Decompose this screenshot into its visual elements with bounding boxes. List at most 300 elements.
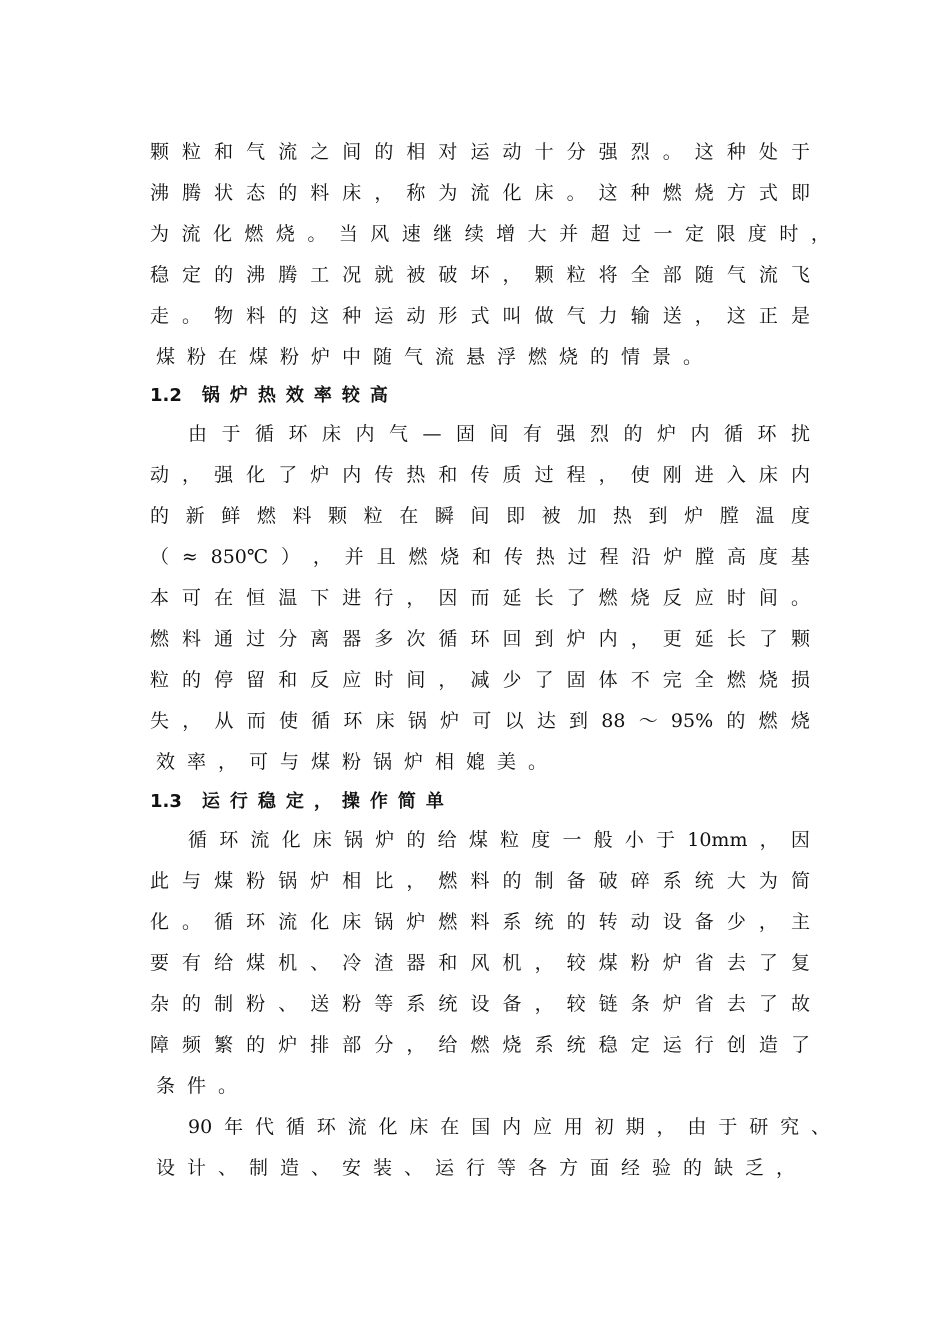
text-glyph: 质 (502, 464, 522, 486)
text-glyph: 称 (406, 182, 426, 204)
text-glyph: 用 (563, 1116, 583, 1138)
text-glyph: 较 (566, 952, 586, 974)
text-glyph: 复 (790, 952, 810, 974)
text-glyph: 化 (212, 223, 232, 245)
text-glyph: 度 (758, 546, 778, 568)
text-glyph: 程 (566, 464, 586, 486)
section-heading (150, 381, 810, 411)
text-glyph: 完 (662, 669, 682, 691)
text-glyph: 、 (278, 993, 298, 1015)
text-glyph: 不 (630, 669, 650, 691)
text-glyph: 比 (374, 870, 394, 892)
text-glyph: 面 (589, 1157, 609, 1179)
text-glyph: 究 (780, 1116, 800, 1138)
text-glyph: 系 (534, 1034, 554, 1056)
text-glyph: 体 (598, 669, 618, 691)
text-glyph: ， (374, 182, 394, 204)
text-glyph: 煤 (214, 870, 234, 892)
text-glyph: 到 (648, 505, 668, 527)
text-glyph: 等 (374, 993, 394, 1015)
text-glyph: 障 (150, 1034, 170, 1056)
text-glyph: 新 (185, 505, 205, 527)
text-glyph: 的 (406, 829, 426, 851)
text-glyph: 内 (790, 464, 810, 486)
text-glyph: 种 (726, 141, 746, 163)
text-glyph: 于 (790, 141, 810, 163)
text-glyph: 通 (214, 628, 234, 650)
text-glyph: ， (406, 870, 426, 892)
text-line (150, 301, 810, 331)
text-glyph: 行 (694, 1034, 714, 1056)
text-glyph: 间 (758, 587, 778, 609)
text-glyph: 此 (150, 870, 170, 892)
text-glyph: 少 (502, 669, 522, 691)
text-glyph: 延 (502, 587, 522, 609)
text-glyph: 相 (434, 751, 454, 773)
text-glyph: 少 (726, 911, 746, 933)
text-glyph: 有 (522, 423, 542, 445)
text-glyph: — (422, 423, 442, 445)
text-glyph: 高 (727, 546, 747, 568)
text-glyph: 炉 (440, 710, 460, 732)
text-glyph: 于 (718, 1116, 738, 1138)
text-glyph: 乏 (744, 1157, 764, 1179)
text-glyph: 回 (502, 628, 522, 650)
text-glyph: 缺 (713, 1157, 733, 1179)
text-glyph: 备 (694, 911, 714, 933)
text-glyph: 碎 (630, 870, 650, 892)
text-glyph: 况 (342, 264, 362, 286)
text-glyph: 炉 (662, 993, 682, 1015)
text-glyph: 创 (726, 1034, 746, 1056)
text-glyph: 过 (622, 223, 642, 245)
text-glyph: 过 (567, 546, 587, 568)
text-glyph: 转 (598, 911, 618, 933)
text-glyph: 加 (577, 505, 597, 527)
text-glyph: 可 (472, 710, 492, 732)
text-glyph: 过 (246, 628, 266, 650)
text-glyph: 炉 (656, 423, 676, 445)
text-glyph: 随 (694, 264, 714, 286)
text-glyph: 间 (489, 423, 509, 445)
text-glyph: 设 (662, 911, 682, 933)
text-glyph: 简 (790, 870, 810, 892)
text-line (188, 419, 810, 449)
text-glyph: 化 (281, 829, 301, 851)
text-glyph: 锅 (278, 870, 298, 892)
text-glyph: 并 (344, 546, 364, 568)
text-glyph: 形 (438, 305, 458, 327)
text-glyph: 十 (534, 141, 554, 163)
text-glyph: 初 (594, 1116, 614, 1138)
text-glyph: 环 (288, 423, 308, 445)
text-glyph: ， (630, 628, 650, 650)
text-glyph: 即 (790, 182, 810, 204)
text-glyph: 运 (434, 1157, 454, 1179)
text-glyph: 为 (758, 870, 778, 892)
text-glyph: 炉 (310, 870, 330, 892)
text-glyph: 了 (758, 628, 778, 650)
text-glyph: 内 (355, 423, 375, 445)
text-glyph: 和 (472, 546, 492, 568)
text-glyph: 达 (536, 710, 556, 732)
text-glyph: 被 (406, 264, 426, 286)
text-glyph: 与 (182, 870, 202, 892)
text-glyph: 部 (342, 1034, 362, 1056)
text-glyph: 传 (470, 464, 490, 486)
text-glyph: 排 (310, 1034, 330, 1056)
text-glyph: 。 (182, 305, 202, 327)
text-glyph: 炉 (662, 952, 682, 974)
text-glyph: 化 (310, 911, 330, 933)
text-glyph: 床 (409, 1116, 429, 1138)
text-glyph: 粒 (566, 264, 586, 286)
text-line (150, 178, 810, 208)
text-glyph: 锅 (407, 710, 427, 732)
text-glyph: 。 (566, 182, 586, 204)
text-glyph: 瞬 (434, 505, 454, 527)
text-glyph: 、 (217, 1157, 237, 1179)
text-glyph: ， (182, 710, 202, 732)
text-glyph: 时 (779, 223, 799, 245)
text-glyph: 气 (389, 423, 409, 445)
text-line (150, 1153, 801, 1183)
text-glyph: 而 (470, 587, 490, 609)
text-glyph: 膛 (695, 546, 715, 568)
text-glyph: 颗 (328, 505, 348, 527)
text-glyph: 90 (188, 1116, 213, 1138)
text-glyph: 送 (662, 305, 682, 327)
text-glyph: 炉 (406, 911, 426, 933)
text-glyph: 制 (248, 1157, 268, 1179)
text-glyph: 炉 (375, 829, 395, 851)
text-glyph: 风 (370, 223, 390, 245)
text-glyph: 可 (182, 587, 202, 609)
text-glyph: 这 (310, 305, 330, 327)
text-glyph: 反 (662, 587, 682, 609)
text-glyph: 料 (470, 870, 490, 892)
text-line (150, 260, 810, 290)
text-glyph: 流 (181, 223, 201, 245)
text-glyph: 粒 (500, 829, 520, 851)
text-glyph: 粉 (630, 952, 650, 974)
text-glyph: 料 (470, 911, 490, 933)
text-glyph: 和 (214, 141, 234, 163)
text-glyph: 的 (374, 141, 394, 163)
text-glyph: 传 (504, 546, 524, 568)
text-glyph: 种 (342, 305, 362, 327)
text-glyph: 的 (182, 993, 202, 1015)
text-glyph: 。 (307, 223, 327, 245)
text-glyph: 小 (624, 829, 644, 851)
text-glyph: 备 (566, 870, 586, 892)
text-glyph: 间 (470, 505, 490, 527)
text-glyph: 烧 (275, 223, 295, 245)
text-glyph: 多 (374, 628, 394, 650)
text-glyph: 烧 (630, 587, 650, 609)
text-glyph: ， (438, 669, 458, 691)
text-glyph: 燃 (470, 1034, 490, 1056)
text-glyph: 状 (214, 182, 234, 204)
text-glyph: 环 (316, 1116, 336, 1138)
text-glyph: 长 (534, 587, 554, 609)
text-glyph: 环 (757, 423, 777, 445)
text-glyph: 大 (527, 223, 547, 245)
text-glyph: 强 (556, 423, 576, 445)
text-glyph: 流 (278, 911, 298, 933)
text-glyph: 就 (374, 264, 394, 286)
text-glyph: 度 (531, 829, 551, 851)
text-glyph: 和 (438, 464, 458, 486)
text-glyph: 即 (506, 505, 526, 527)
text-glyph: 过 (534, 464, 554, 486)
text-glyph: 且 (376, 546, 396, 568)
text-glyph: 循 (255, 423, 275, 445)
text-glyph: 式 (470, 305, 490, 327)
text-glyph: 应 (532, 1116, 552, 1138)
text-glyph: 了 (790, 1034, 810, 1056)
text-glyph: 炉 (278, 1034, 298, 1056)
text-glyph: 气 (566, 305, 586, 327)
text-glyph: 燃 (244, 223, 264, 245)
text-glyph: 随 (372, 346, 392, 368)
text-glyph: 化 (246, 464, 266, 486)
text-line (150, 665, 810, 695)
text-glyph: ， (406, 587, 426, 609)
text-line (150, 219, 830, 249)
text-glyph: 热 (612, 505, 632, 527)
text-glyph: ～ (638, 710, 658, 732)
text-glyph: ， (406, 1034, 426, 1056)
text-glyph: 燃 (662, 182, 682, 204)
text-glyph: 繁 (214, 1034, 234, 1056)
text-glyph: 将 (598, 264, 618, 286)
text-glyph: 从 (214, 710, 234, 732)
text-glyph: 了 (758, 952, 778, 974)
text-glyph: 沸 (150, 182, 170, 204)
text-glyph: 传 (374, 464, 394, 486)
text-glyph: 与 (279, 751, 299, 773)
text-glyph: 分 (278, 628, 298, 650)
text-glyph: 烧 (790, 710, 810, 732)
text-glyph: 系 (406, 993, 426, 1015)
text-glyph: 烧 (558, 346, 578, 368)
text-glyph: 内 (598, 628, 618, 650)
text-glyph: 式 (758, 182, 778, 204)
text-glyph: 燃 (527, 346, 547, 368)
text-glyph: 粉 (246, 870, 266, 892)
text-glyph: 坏 (470, 264, 490, 286)
text-glyph: 、 (810, 1116, 830, 1138)
text-glyph: 的 (246, 1034, 266, 1056)
text-glyph: 故 (790, 993, 810, 1015)
text-glyph: 被 (541, 505, 561, 527)
text-line (150, 989, 810, 1019)
text-glyph: 的 (278, 182, 298, 204)
text-glyph: 定 (182, 264, 202, 286)
text-glyph: 炉 (310, 464, 330, 486)
text-glyph: 制 (534, 870, 554, 892)
text-glyph: 造 (279, 1157, 299, 1179)
text-glyph: 物 (214, 305, 234, 327)
text-glyph: 10mm (687, 829, 748, 851)
text-glyph: 850℃ (210, 546, 269, 568)
text-glyph: ， (810, 223, 830, 245)
text-glyph: 燃 (726, 669, 746, 691)
text-glyph: 燃 (408, 546, 428, 568)
text-glyph: 分 (566, 141, 586, 163)
text-glyph: 种 (630, 182, 650, 204)
text-glyph: 间 (342, 141, 362, 163)
text-glyph: 年 (224, 1116, 244, 1138)
text-glyph: 在 (217, 346, 237, 368)
text-glyph: 煤 (248, 346, 268, 368)
heading-number: 1.3 (150, 791, 182, 812)
text-glyph: 扰 (790, 423, 810, 445)
text-glyph: 粒 (182, 141, 202, 163)
text-glyph: 有 (182, 952, 202, 974)
text-glyph: 膛 (719, 505, 739, 527)
text-glyph: 炉 (684, 505, 704, 527)
text-glyph: 料 (182, 628, 202, 650)
text-glyph: 床 (342, 182, 362, 204)
text-glyph: 时 (726, 587, 746, 609)
text-glyph: 设 (470, 993, 490, 1015)
text-glyph: ， (758, 911, 778, 933)
text-glyph: 景 (651, 346, 671, 368)
text-glyph: 进 (342, 587, 362, 609)
text-glyph: 在 (399, 505, 419, 527)
text-glyph: 燃 (758, 710, 778, 732)
text-glyph: 使 (278, 710, 298, 732)
text-glyph: 走 (150, 305, 170, 327)
text-glyph: 输 (630, 305, 650, 327)
text-glyph: （ (150, 546, 170, 568)
text-glyph: 超 (590, 223, 610, 245)
text-glyph: 定 (684, 223, 704, 245)
text-glyph: 行 (465, 1157, 485, 1179)
text-glyph: 粉 (279, 346, 299, 368)
text-glyph: 化 (378, 1116, 398, 1138)
text-glyph: 烈 (630, 141, 650, 163)
text-glyph: 大 (726, 870, 746, 892)
text-glyph: 到 (534, 628, 554, 650)
text-glyph: 去 (726, 993, 746, 1015)
text-glyph: 分 (374, 1034, 394, 1056)
text-glyph: 离 (310, 628, 330, 650)
text-line (150, 1030, 810, 1060)
text-glyph: 烈 (589, 423, 609, 445)
text-glyph: 环 (219, 829, 239, 851)
text-glyph: 等 (496, 1157, 516, 1179)
text-glyph: 方 (726, 182, 746, 204)
text-glyph: 计 (186, 1157, 206, 1179)
text-glyph: 频 (182, 1034, 202, 1056)
text-glyph: 损 (790, 669, 810, 691)
text-glyph: 程 (599, 546, 619, 568)
text-glyph: 煤 (310, 751, 330, 773)
text-glyph: 燃 (598, 587, 618, 609)
text-glyph: 减 (470, 669, 490, 691)
text-glyph: 造 (758, 1034, 778, 1056)
text-glyph: 循 (285, 1116, 305, 1138)
text-glyph: ） (281, 546, 301, 568)
text-glyph: 煤 (246, 952, 266, 974)
text-glyph: 强 (598, 141, 618, 163)
text-glyph: 系 (502, 911, 522, 933)
text-glyph: 美 (496, 751, 516, 773)
text-line (150, 583, 810, 613)
text-glyph: 床 (342, 911, 362, 933)
text-glyph: 工 (310, 264, 330, 286)
text-glyph: 床 (758, 464, 778, 486)
text-glyph: 烧 (440, 546, 460, 568)
text-glyph: 炉 (566, 628, 586, 650)
text-glyph: 粒 (150, 669, 170, 691)
text-glyph: ， (775, 1157, 795, 1179)
text-glyph: 之 (310, 141, 330, 163)
text-glyph: 延 (694, 628, 714, 650)
text-glyph: 经 (620, 1157, 640, 1179)
text-glyph: 燃 (256, 505, 276, 527)
text-glyph: 、 (403, 1157, 423, 1179)
text-glyph: 料 (310, 182, 330, 204)
text-glyph: 。 (182, 911, 202, 933)
text-glyph: 装 (372, 1157, 392, 1179)
text-glyph: 燃 (438, 911, 458, 933)
text-glyph: 流 (434, 346, 454, 368)
text-glyph: 。 (790, 587, 810, 609)
text-glyph: 床 (312, 829, 332, 851)
text-glyph: 运 (662, 1034, 682, 1056)
text-glyph: 的 (623, 423, 643, 445)
text-glyph: 、 (310, 952, 330, 974)
text-glyph: 燃 (438, 870, 458, 892)
text-glyph: 给 (437, 829, 457, 851)
text-glyph: 力 (598, 305, 618, 327)
text-glyph: 叫 (502, 305, 522, 327)
text-glyph: 应 (694, 587, 714, 609)
text-glyph: 强 (214, 464, 234, 486)
text-glyph: 煤 (468, 829, 488, 851)
text-glyph: 的 (214, 264, 234, 286)
text-glyph: 研 (749, 1116, 769, 1138)
text-glyph: 流 (250, 829, 270, 851)
text-glyph: 机 (502, 952, 522, 974)
text-glyph: 更 (662, 628, 682, 650)
text-glyph: 了 (278, 464, 298, 486)
text-glyph: 入 (726, 464, 746, 486)
text-glyph: 恒 (246, 587, 266, 609)
text-glyph: 件 (186, 1075, 206, 1097)
text-glyph: 省 (694, 952, 714, 974)
text-glyph: 期 (625, 1116, 645, 1138)
text-glyph: 刚 (662, 464, 682, 486)
text-glyph: 锅 (344, 829, 364, 851)
text-glyph: 是 (790, 305, 810, 327)
text-glyph: ， (656, 1116, 676, 1138)
text-glyph: 的 (589, 346, 609, 368)
text-glyph: 相 (342, 870, 362, 892)
text-glyph: 固 (455, 423, 475, 445)
text-glyph: 的 (150, 505, 170, 527)
text-glyph: 88 (601, 710, 626, 732)
text-glyph: 度 (790, 505, 810, 527)
text-glyph: 长 (726, 628, 746, 650)
text-glyph: 下 (310, 587, 330, 609)
text-glyph: 机 (278, 952, 298, 974)
text-glyph: 、 (310, 1157, 330, 1179)
